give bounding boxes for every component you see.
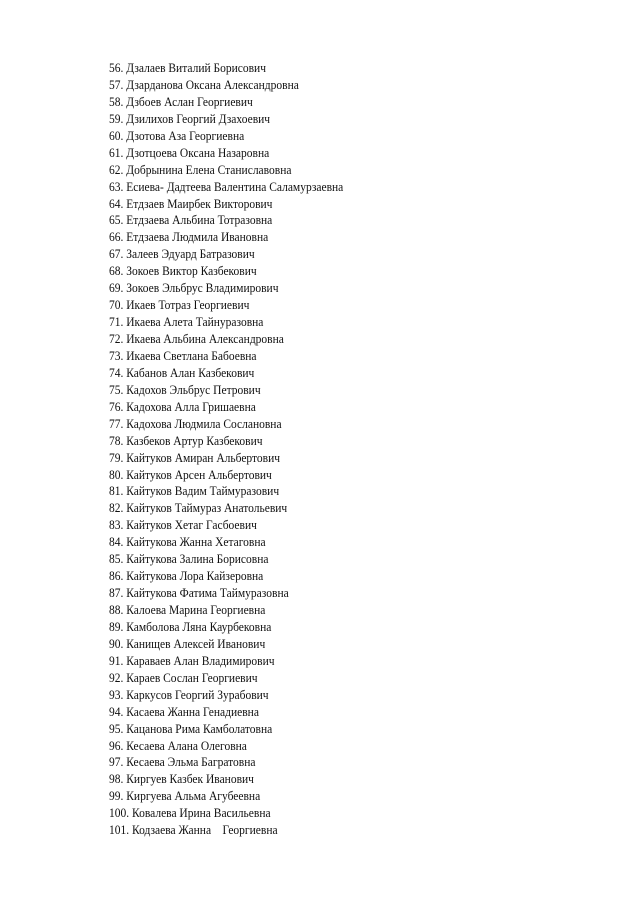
person-name: Залеев Эдуард Батразович bbox=[126, 247, 255, 262]
list-item bbox=[109, 331, 343, 348]
list-item bbox=[109, 585, 343, 602]
item-number: 88. bbox=[109, 603, 124, 617]
list-item bbox=[109, 179, 343, 196]
item-number: 81. bbox=[109, 484, 124, 499]
item-number: 60. bbox=[109, 128, 124, 143]
person-name: Икаева Алета Тайнуразовна bbox=[126, 315, 264, 330]
list-item bbox=[109, 805, 343, 822]
item-number: 100. bbox=[109, 806, 130, 821]
list-item bbox=[109, 483, 343, 500]
person-name: Киргуев Казбек Иванович bbox=[126, 772, 254, 787]
list-item bbox=[109, 704, 343, 721]
item-number: 94. bbox=[109, 704, 124, 719]
person-name: Казбеков Артур Казбекович bbox=[126, 433, 263, 448]
item-number: 66. bbox=[109, 230, 124, 245]
person-name: Кайтукова Лора Кайзеровна bbox=[126, 569, 264, 584]
person-name: Кайтуков Хетаг Гасбоевич bbox=[126, 518, 257, 533]
person-name: Зокоев Эльбрус Владимирович bbox=[126, 281, 279, 296]
item-number: 65. bbox=[109, 213, 124, 228]
list-item bbox=[109, 670, 343, 687]
person-name: Кайтуков Амиран Альбертович bbox=[126, 450, 281, 465]
list-item bbox=[109, 467, 343, 484]
list-item bbox=[109, 382, 343, 399]
list-item bbox=[109, 280, 343, 297]
item-number: 61. bbox=[109, 145, 124, 160]
person-name: Кайтуков Таймураз Анатольевич bbox=[126, 501, 288, 516]
item-number: 77. bbox=[109, 416, 124, 431]
list-item bbox=[109, 60, 343, 77]
person-name: Киргуева Альма Агубеевна bbox=[126, 789, 261, 804]
list-item bbox=[109, 771, 343, 788]
person-name: Кабанов Алан Казбекович bbox=[126, 365, 255, 380]
list-item bbox=[109, 534, 343, 551]
item-number: 78. bbox=[109, 433, 124, 448]
list-item bbox=[109, 365, 343, 382]
item-number: 67. bbox=[109, 247, 124, 262]
list-item bbox=[109, 433, 343, 450]
item-number: 92. bbox=[109, 670, 124, 685]
list-item bbox=[109, 636, 343, 653]
person-name: Кайтукова Залина Борисовна bbox=[126, 552, 269, 567]
item-number: 99. bbox=[109, 789, 124, 804]
item-number: 86. bbox=[109, 569, 124, 584]
list-item bbox=[109, 229, 343, 246]
list-item bbox=[109, 788, 343, 805]
list-item bbox=[109, 77, 343, 94]
item-number: 75. bbox=[109, 382, 124, 397]
item-number: 63. bbox=[109, 179, 124, 194]
person-name: Ковалева Ирина Васильевна bbox=[132, 806, 271, 821]
item-number: 80. bbox=[109, 467, 124, 482]
person-name: Дзарданова Оксана Александровна bbox=[126, 77, 299, 92]
person-name: Кайтуков Арсен Альбертович bbox=[126, 467, 272, 482]
person-name: Добрынина Елена Станиславовна bbox=[126, 162, 292, 177]
item-number: 98. bbox=[109, 772, 124, 787]
item-number: 62. bbox=[109, 162, 124, 177]
list-item bbox=[109, 111, 343, 128]
person-name: Икаева Альбина Александровна bbox=[126, 332, 284, 346]
list-item bbox=[109, 500, 343, 517]
list-item bbox=[109, 602, 343, 619]
item-number: 72. bbox=[109, 332, 124, 346]
person-name: Кадохов Эльбрус Петрович bbox=[126, 382, 261, 397]
person-name: Кодзаева Жанна Георгиевна bbox=[132, 823, 278, 838]
list-item bbox=[109, 246, 343, 263]
list-item bbox=[109, 822, 343, 839]
list-item bbox=[109, 145, 343, 162]
person-name: Етдзаев Маирбек Викторович bbox=[126, 196, 273, 211]
item-number: 73. bbox=[109, 348, 124, 363]
item-number: 56. bbox=[109, 61, 124, 75]
item-number: 85. bbox=[109, 552, 124, 567]
item-number: 93. bbox=[109, 687, 124, 702]
list-item bbox=[109, 738, 343, 755]
person-name: Есиева- Дадтеева Валентина Саламурзаевна bbox=[126, 179, 344, 194]
person-name: Каркусов Георгий Зурабович bbox=[126, 687, 269, 702]
person-name: Караев Сослан Георгиевич bbox=[126, 670, 258, 685]
person-name: Кадохова Людмила Сослановна bbox=[126, 416, 282, 431]
person-name: Калоева Марина Георгиевна bbox=[126, 603, 266, 617]
person-name: Дзалаев Виталий Борисович bbox=[126, 61, 266, 75]
list-item bbox=[109, 568, 343, 585]
list-item bbox=[109, 450, 343, 467]
person-name: Икаева Светлана Бабоевна bbox=[126, 348, 257, 363]
item-number: 83. bbox=[109, 518, 124, 533]
person-name: Кацанова Рима Камболатовна bbox=[126, 721, 273, 736]
list-item bbox=[109, 687, 343, 704]
item-number: 96. bbox=[109, 738, 124, 753]
item-number: 71. bbox=[109, 315, 124, 330]
person-name: Кайтуков Вадим Таймуразович bbox=[126, 484, 280, 499]
person-name: Зокоев Виктор Казбекович bbox=[126, 264, 257, 279]
item-number: 64. bbox=[109, 196, 124, 211]
item-number: 69. bbox=[109, 281, 124, 296]
person-name: Кадохова Алла Гришаевна bbox=[126, 399, 256, 414]
list-item bbox=[109, 348, 343, 365]
item-number: 97. bbox=[109, 755, 124, 770]
person-name: Караваев Алан Владимирович bbox=[126, 653, 275, 668]
item-number: 59. bbox=[109, 111, 124, 126]
person-name: Дзбоев Аслан Георгиевич bbox=[126, 94, 253, 109]
person-name: Етдзаева Альбина Тотразовна bbox=[126, 213, 273, 228]
list-item bbox=[109, 416, 343, 433]
person-name: Касаева Жанна Генадиевна bbox=[126, 704, 259, 719]
item-number: 87. bbox=[109, 586, 124, 601]
person-name: Кесаева Эльма Багратовна bbox=[126, 755, 256, 770]
item-number: 90. bbox=[109, 636, 124, 651]
item-number: 79. bbox=[109, 450, 124, 465]
item-number: 58. bbox=[109, 94, 124, 109]
person-name: Кайтукова Жанна Хетаговна bbox=[126, 535, 266, 550]
list-item bbox=[109, 297, 343, 314]
list-item bbox=[109, 653, 343, 670]
list-item bbox=[109, 721, 343, 738]
item-number: 70. bbox=[109, 298, 124, 313]
list-item bbox=[109, 619, 343, 636]
list-item bbox=[109, 754, 343, 771]
person-name: Дзилихов Георгий Дзахоевич bbox=[126, 111, 271, 126]
person-name: Кайтукова Фатима Таймуразовна bbox=[126, 586, 289, 601]
list-item bbox=[109, 551, 343, 568]
person-name: Дзотцоева Оксана Назаровна bbox=[126, 145, 270, 160]
item-number: 84. bbox=[109, 535, 124, 550]
list-item bbox=[109, 128, 343, 145]
list-item bbox=[109, 399, 343, 416]
list-item bbox=[109, 212, 343, 229]
person-name: Етдзаева Людмила Ивановна bbox=[126, 230, 269, 245]
list-item bbox=[109, 263, 343, 280]
person-name: Дзотова Аза Георгиевна bbox=[126, 128, 245, 143]
item-number: 82. bbox=[109, 501, 124, 516]
person-name: Икаев Тотраз Георгиевич bbox=[126, 298, 250, 313]
list-item bbox=[109, 314, 343, 331]
item-number: 68. bbox=[109, 264, 124, 279]
person-name: Кесаева Алана Олеговна bbox=[126, 738, 247, 753]
item-number: 95. bbox=[109, 721, 124, 736]
item-number: 89. bbox=[109, 619, 124, 634]
item-number: 74. bbox=[109, 365, 124, 380]
person-name: Камболова Ляна Каурбековна bbox=[126, 619, 272, 634]
list-item bbox=[109, 94, 343, 111]
item-number: 57. bbox=[109, 77, 124, 92]
name-list bbox=[109, 60, 364, 839]
item-number: 76. bbox=[109, 399, 124, 414]
item-number: 91. bbox=[109, 653, 124, 668]
list-item bbox=[109, 517, 343, 534]
list-item bbox=[109, 196, 343, 213]
item-number: 101. bbox=[109, 823, 130, 838]
person-name: Канищев Алексей Иванович bbox=[126, 636, 266, 651]
list-item bbox=[109, 162, 343, 179]
